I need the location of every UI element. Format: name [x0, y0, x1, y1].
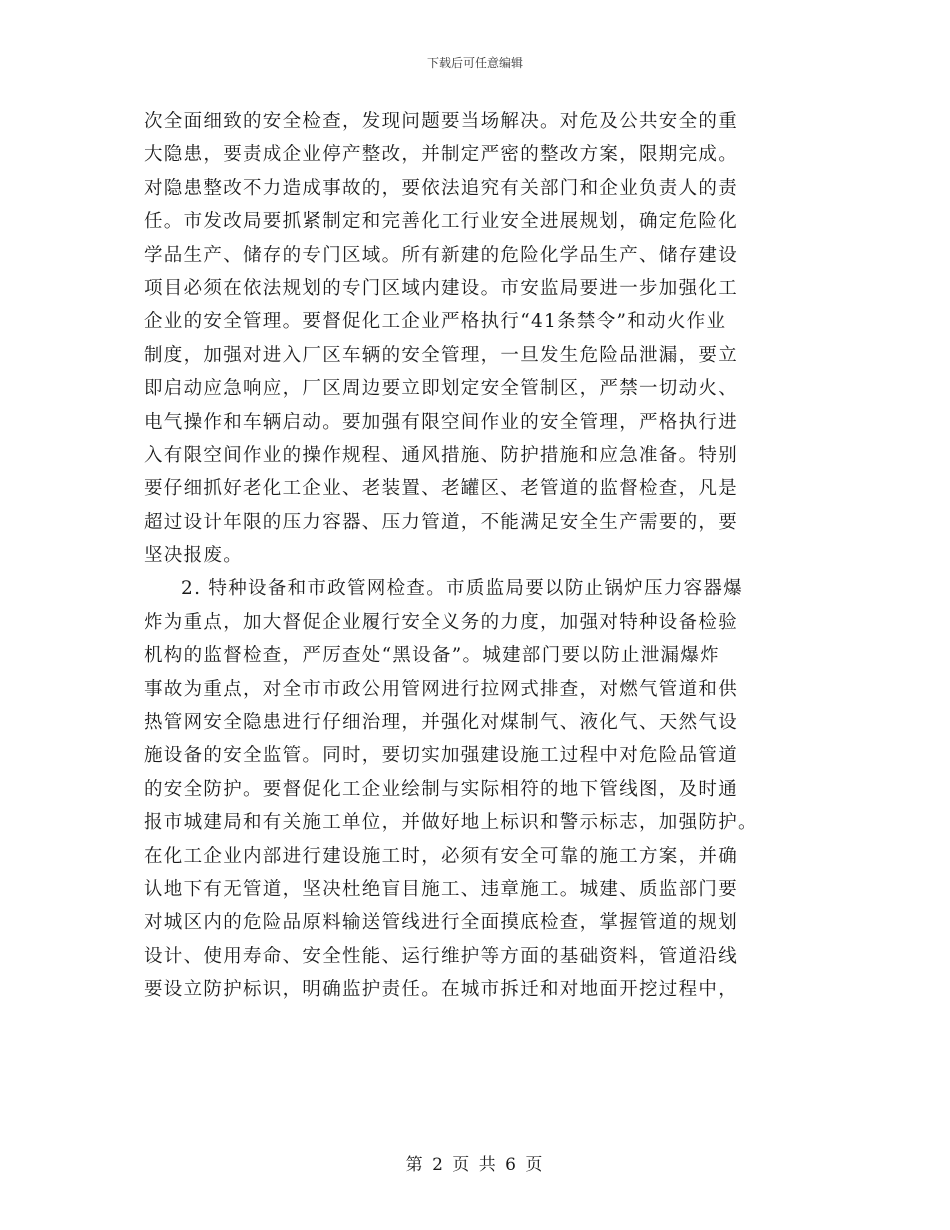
body-line: 即启动应急响应，厂区周边要立即划定安全管制区，严禁一切动火、: [144, 378, 739, 400]
page-number-footer: 第 2 页 共 6 页: [405, 1155, 545, 1175]
body-line: 炸为重点，加大督促企业履行安全义务的力度，加强对特种设备检验: [144, 611, 739, 633]
body-line: 坚决报废。: [144, 545, 244, 567]
page-header-note: 下载后可任意编辑: [426, 56, 523, 70]
body-line: 施设备的安全监管。同时，要切实加强建设施工过程中对危险品管道: [144, 745, 739, 767]
body-line: 设计、使用寿命、安全性能、运行维护等方面的基础资料，管道沿线: [144, 945, 739, 967]
body-line: 事故为重点，对全市市政公用管网进行拉网式排查，对燃气管道和供: [144, 678, 739, 700]
body-line: 电气操作和车辆启动。要加强有限空间作业的安全管理，严格执行进: [144, 411, 739, 433]
body-line: 超过设计年限的压力容器、压力管道，不能满足安全生产需要的，要: [144, 511, 739, 533]
body-line: 对隐患整改不力造成事故的，要依法追究有关部门和企业负责人的责: [144, 177, 739, 199]
section-heading-line: 2. 特种设备和市政管网检查。市质监局要以防止锅炉压力容器爆: [181, 578, 744, 600]
document-body: [144, 105, 809, 1007]
body-line: 学品生产、储存的专门区域。所有新建的危险化学品生产、储存建设: [144, 244, 739, 266]
body-line: 认地下有无管道，坚决杜绝盲目施工、违章施工。城建、质监部门要: [144, 878, 739, 900]
body-line: 要仔细抓好老化工企业、老装置、老罐区、老管道的监督检查，凡是: [144, 478, 739, 500]
body-line: 热管网安全隐患进行仔细治理，并强化对煤制气、液化气、天然气设: [144, 712, 739, 734]
body-line: 企业的安全管理。要督促化工企业严格执行“41条禁令”和动火作业: [144, 311, 727, 333]
body-line: 报市城建局和有关施工单位，并做好地上标识和警示标志，加强防护。: [144, 812, 758, 834]
body-line: 对城区内的危险品原料输送管线进行全面摸底检查，掌握管道的规划: [144, 912, 739, 934]
body-line: 制度，加强对进入厂区车辆的安全管理，一旦发生危险品泄漏，要立: [144, 344, 739, 366]
body-line: 的安全防护。要督促化工企业绘制与实际相符的地下管线图，及时通: [144, 778, 739, 800]
body-line: 入有限空间作业的操作规程、通风措施、防护措施和应急准备。特别: [144, 444, 739, 466]
body-line: 要设立防护标识，明确监护责任。在城市拆迁和对地面开挖过程中，: [144, 979, 739, 1001]
body-line: 在化工企业内部进行建设施工时，必须有安全可靠的施工方案，并确: [144, 845, 739, 867]
body-line: 次全面细致的安全检查，发现问题要当场解决。对危及公共安全的重: [144, 111, 739, 132]
body-line: 大隐患，要责成企业停产整改，并制定严密的整改方案，限期完成。: [144, 144, 739, 166]
body-line: 任。市发改局要抓紧制定和完善化工行业安全进展规划，确定危险化: [144, 211, 739, 233]
body-line: 机构的监督检查，严厉查处“黑设备”。城建部门要以防止泄漏爆炸: [144, 645, 720, 667]
body-line: 项目必须在依法规划的专门区域内建设。市安监局要进一步加强化工: [144, 277, 739, 299]
